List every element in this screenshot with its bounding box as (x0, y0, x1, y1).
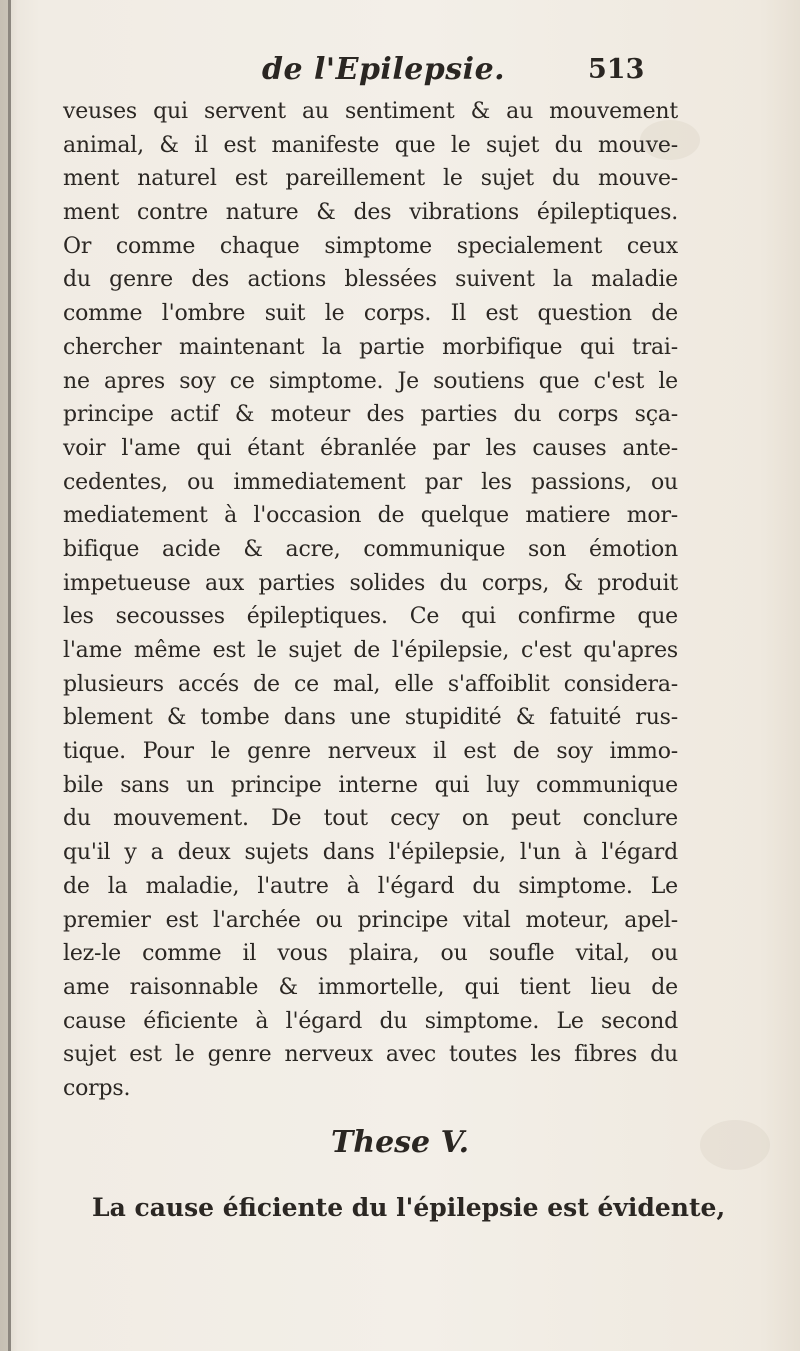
text-line: bifique acide & acre, communique son émotion (63, 536, 678, 562)
text-line: impetueuse aux parties solides du corps, & produit (63, 570, 678, 596)
text-line: cause éficiente à l'égard du simptome. Le second (63, 1008, 678, 1034)
text-line: du genre des actions blessées suivent la maladie (63, 267, 678, 293)
text-line: premier est l'archée ou principe vital moteur, apel- (63, 907, 678, 933)
text-line: l'ame même est le sujet de l'épilepsie, c'est qu'apres (63, 638, 678, 663)
text-line: les secousses épileptiques. Ce qui confirme que (63, 604, 678, 630)
text-line: ment contre nature & des vibrations épileptiques. (63, 200, 678, 226)
thesis-heading: These V. (330, 1125, 470, 1160)
text-line: ne apres soy ce simptome. Je soutiens que c'est le (63, 368, 678, 394)
text-line: cedentes, ou immediatement par les passions, ou (63, 469, 678, 495)
text-line: du mouvement. De tout cecy on peut conclure (63, 806, 678, 832)
text-line: mediatement à l'occasion de quelque matiere mor- (63, 503, 678, 529)
text-line: Or comme chaque simptome specialement ceux (63, 233, 678, 259)
text-line: sujet est le genre nerveux avec toutes les fibres du (63, 1042, 678, 1068)
thesis-first-line: La cause éficiente du l'épilepsie est évidente, (92, 1193, 726, 1222)
text-line: comme l'ombre suit le corps. Il est question de (63, 301, 678, 327)
text-line: blement & tombe dans une stupidité & fatuité rus- (63, 705, 678, 731)
text-line: corps. (63, 1075, 131, 1101)
text-line: ame raisonnable & immortelle, qui tient lieu de (63, 974, 678, 1000)
text-line: chercher maintenant la partie morbifique qui trai- (63, 334, 678, 360)
text-line: qu'il y a deux sujets dans l'épilepsie, l'un à l'égard (63, 840, 678, 866)
text-line: bile sans un principe interne qui luy communique (63, 772, 678, 798)
text-line: tique. Pour le genre nerveux il est de soy immo- (63, 739, 678, 765)
body-text (63, 95, 678, 1106)
text-line: animal, & il est manifeste que le sujet du mouve- (63, 132, 678, 158)
text-line: de la maladie, l'autre à l'égard du simptome. Le (63, 873, 678, 899)
text-line: voir l'ame qui étant ébranlée par les causes ante- (63, 435, 678, 461)
text-line: lez-le comme il vous plaira, ou soufle vital, ou (63, 941, 678, 967)
text-line: plusieurs accés de ce mal, elle s'affoiblit considera- (63, 671, 678, 697)
page-header (0, 52, 800, 96)
page-number: 513 (588, 54, 645, 85)
text-line: principe actif & moteur des parties du corps sça- (63, 402, 678, 428)
text-line: veuses qui servent au sentiment & au mouvement (63, 99, 678, 124)
running-title: de l'Epilepsie. (262, 52, 506, 87)
text-line: ment naturel est pareillement le sujet du mouve- (63, 166, 678, 192)
